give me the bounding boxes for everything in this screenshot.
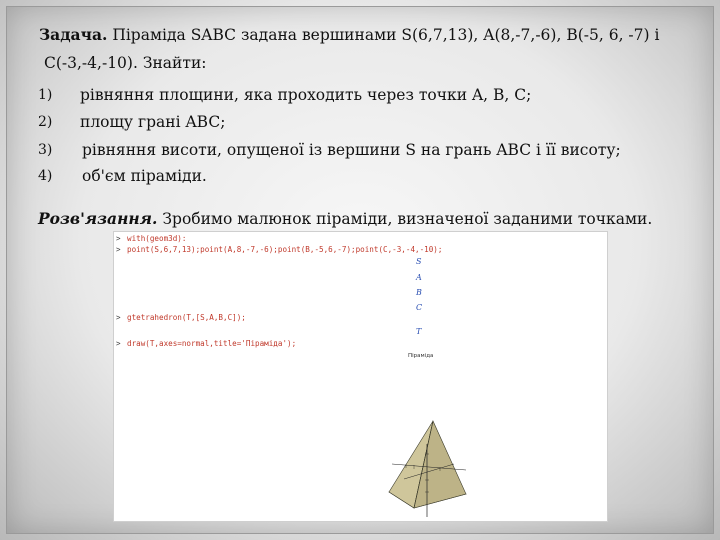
task-line-2: C(-3,-4,-10). Знайти: — [44, 54, 207, 72]
maple-worksheet-canvas — [114, 232, 607, 521]
output-label: A — [416, 273, 422, 282]
prompt-symbol: > — [116, 313, 121, 322]
task-line-1 — [39, 26, 659, 44]
prompt-symbol: > — [116, 245, 121, 254]
plot-title: Піраміда — [408, 353, 434, 359]
item-number: 4) — [38, 168, 53, 184]
maple-command: draw(T,axes=normal,title='Піраміда'); — [127, 339, 297, 348]
solution-line — [38, 210, 652, 228]
output-label: B — [416, 288, 422, 297]
item-text: об'єм піраміди. — [82, 167, 207, 185]
item-number: 3) — [38, 142, 53, 158]
maple-worksheet — [113, 231, 608, 522]
task-heading: Задача. — [39, 25, 108, 44]
output-label: C — [416, 303, 423, 312]
prompt-symbol: > — [116, 234, 121, 243]
solution-heading: Розв'язання. — [38, 209, 158, 228]
item-number: 1) — [38, 87, 53, 103]
output-label: S — [416, 257, 422, 266]
maple-command: gtetrahedron(T,[S,A,B,C]); — [127, 313, 246, 322]
item-text: рівняння висоти, опущеної із вершини S на грань ABC і її висоту; — [82, 141, 621, 159]
item-number: 2) — [38, 114, 53, 130]
pyramid-plot — [389, 353, 466, 517]
solution-text: Зробимо малюнок піраміди, визначеної заданими точками. — [162, 210, 653, 228]
item-text: площу грані ABC; — [80, 113, 226, 131]
item-text: рівняння площини, яка проходить через точки A, B, C; — [80, 86, 532, 104]
maple-command: with(geom3d): — [127, 234, 187, 243]
output-label: T — [416, 327, 422, 336]
task-text-1: Піраміда SABC задана вершинами S(6,7,13), A(8,-7,-6), B(-5, 6, -7) і — [112, 26, 660, 44]
maple-command: point(S,6,7,13);point(A,8,-7,-6);point(B,-5,6,-7);point(C,-3,-4,-10); — [127, 245, 443, 254]
prompt-symbol: > — [116, 339, 121, 348]
